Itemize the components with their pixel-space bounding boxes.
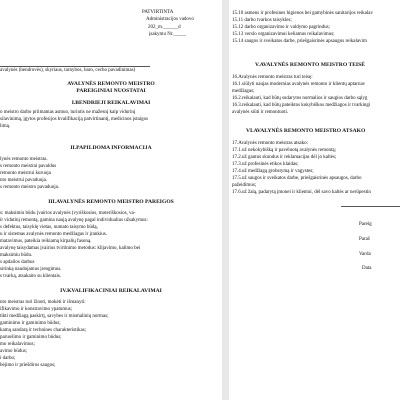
- section-1-line: limą.: [0, 124, 11, 129]
- approval-line-3: įsakymu Nr._____: [149, 32, 186, 37]
- section-2-line: lynės remonto meistras.: [0, 157, 48, 162]
- section-6-line: 17.3.už profesinės etikos klaidas;: [232, 162, 299, 167]
- section-4-heading: IV.KVALIFIKACINIAI REIKALAVIMAI: [60, 288, 162, 294]
- section-4-line: ifikavimo ir konstravimo ypatumus;: [0, 307, 73, 312]
- section-4-line: i darbo;: [0, 356, 16, 361]
- section-6-line: 17.1.už nekokybišką ir pavėluotą avalynės remontą;: [232, 148, 336, 153]
- section-divider: [341, 206, 400, 207]
- section-3-line: s apdailos darbus: [0, 260, 35, 265]
- section-6-line: 17.2.už gautus skundus ir reklamacijas dėl jo kaltės;: [232, 155, 337, 160]
- section-6-line: 17.6.už žalą, padarytą įmonei ir klientui, dėl savo kaltės ar nerūpestin: [232, 190, 371, 195]
- continued-line: 15.10 asmens ir profesines higienos bei gamybinės sanitarijos reikalav: [232, 11, 373, 16]
- section-1-heading: I.BENDRIEJI REIKALAVIMAI: [71, 100, 151, 106]
- section-4-line: mo reikalavimus;: [0, 342, 35, 347]
- section-2-line: nto meistrui pavaduoja.: [0, 178, 48, 183]
- continued-line: 15.13 verslo organizavimui keliamus reikalavimus;: [232, 32, 335, 37]
- approval-line-1: Administracijos vadovo: [146, 17, 194, 22]
- section-4-line: avimo būdus;: [0, 349, 28, 354]
- section-6-heading: VI.AVALYNĖS REMONTO MEISTRO ATSAKO: [246, 128, 366, 134]
- section-4-line: kamų sandarą ir technines charakteristikas;: [0, 328, 87, 333]
- section-3-line: maksimiu būdu.: [0, 253, 33, 258]
- section-3-line: s defektus, taisyklę vietas, numato taisymo būdą,: [0, 225, 98, 230]
- section-3-line: matavimus, pateikia reikiamą kirpalių fasoną.: [0, 239, 92, 244]
- section-6-line: 17.Avalynės remonto meistras atsako:: [232, 141, 309, 146]
- section-4-line: paruošimo ir gaminimo būdus;: [0, 335, 62, 340]
- section-4-line: nto meistras turi žinoti, mokėti ir išmanyti:: [0, 300, 86, 305]
- section-6-line: 17.5.už saugos ir sveikatos darbe, priešgaisrinės apsaugos, darbo: [232, 176, 362, 181]
- section-3-line: u ir sistemas avalynės remonto medžiagas ir įrankius.: [0, 232, 107, 237]
- org-name-underline: [0, 66, 150, 67]
- signature-label-date: Data: [362, 266, 372, 271]
- section-6-line: pažeidimus;: [232, 183, 257, 188]
- section-4-line: bėjimo ir priešdiros saugos;: [0, 363, 56, 368]
- section-5-line: medžiagas;: [232, 89, 255, 94]
- doc-title-line-1: AVALYNĖS REMONTO MEISTRO: [67, 81, 155, 87]
- section-5-line: avalynės siūti ir remontuoti.: [232, 110, 289, 115]
- section-2-line: remonto meistrui kuruoja: [0, 171, 51, 176]
- section-3-line: s tvarką, atsakaito su klientais.: [0, 274, 62, 279]
- section-4-line: gaminimo ir gaminimo būdus;: [0, 321, 61, 326]
- section-2-line: s remonto meistro pavaduoja.: [0, 185, 60, 190]
- continued-line: 15.14 saugos ir sveikatos darbe, priešgaisrinės apsaugos reikalavim: [232, 39, 367, 44]
- section-4-line: tikti medžiagą paskirtį, savybes ir mismalinių normas;: [0, 314, 109, 319]
- section-6-line: 17.4.už medžiagą grobstymą ir vagystes;: [232, 169, 314, 174]
- continued-line: 15.12 darbo organizavimo ir valdymo pagrindus;: [232, 25, 330, 30]
- section-5-line: 16.2.reikalauti, kad būtų sudarytos normalios ir saugios darbo sąlyg: [232, 96, 368, 101]
- section-1-line: o meistro darbo priimamas asmuo, turintis ne mažesnį kaip vidurinį: [0, 110, 136, 115]
- section-2-heading: II.PAPILDOMA INFORMACIJA: [70, 145, 152, 151]
- section-5-heading: V.AVALYNĖS REMONTO MEISTRO TEISĖ: [255, 62, 365, 68]
- signature-label-position: Pareig: [359, 222, 372, 227]
- section-5-line: 16.3.reikalauti, kad būtų pateiktos kokybiškos medžiagos ir tvarkingi: [232, 103, 371, 108]
- section-5-line: 16.Avalynės remonto meistras turi teisę:: [232, 75, 313, 80]
- section-3-line: ir vidutinį remontą, gamina naują avalynę pagal individualius užsakymus:: [0, 218, 148, 223]
- section-2-line: s remonto meistrai pavaldus: [0, 164, 57, 169]
- section-3-heading: III.AVALYNĖS REMONTO MEISTRO PAREIGOS: [48, 199, 174, 205]
- signature-label-signature: Paraš: [359, 237, 370, 242]
- section-1-line: silavinimą, įgytos profesijos kvalifikaciją patvirtinantį, medicinos įstaigos: [0, 117, 149, 122]
- section-5-line: 16.1.siūlyti naujas modernias avalynės remonto ir klientų aptarnav: [232, 82, 366, 87]
- approval-line-2: 202_m.______d: [148, 25, 181, 30]
- section-3-line: sirinką naudojamus įrengimus.: [0, 267, 62, 272]
- signature-label-name: Varda: [359, 252, 371, 257]
- approval-title: PATVIRTINTA: [142, 10, 174, 15]
- section-3-line: s: maksimiu būdu įvairios avalynės (vyriškosios, moteriškosios, va-: [0, 211, 136, 216]
- continued-line: 15.11 darbo tvarkos taisykles;: [232, 18, 292, 23]
- org-caption: avalynės (bendrovės), skyriaus, tarnybos, baro, cecho pavadinimas): [0, 68, 136, 73]
- right-page: [229, 0, 400, 400]
- doc-title-line-2: PAREIGINIAI NUOSTATAI: [76, 88, 146, 94]
- section-3-line: avalynę taisydamas įvairius tvirtinimo metodus: klijavimo, kalimo bei: [0, 246, 141, 251]
